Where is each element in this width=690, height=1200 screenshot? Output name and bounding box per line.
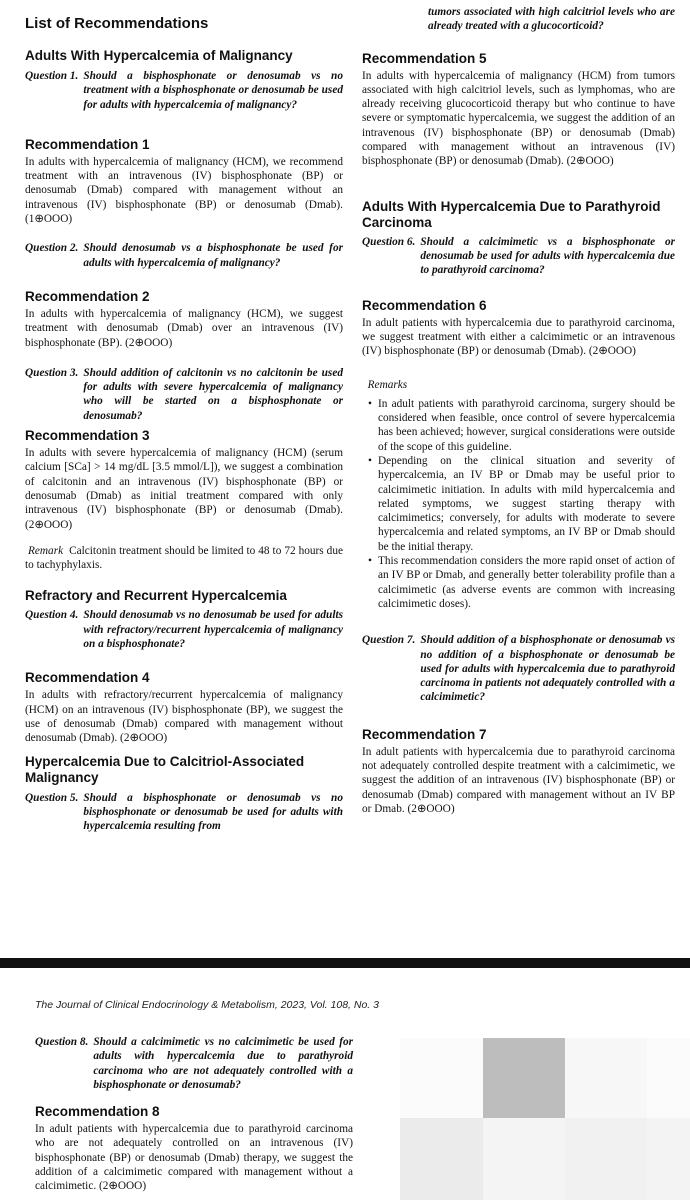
question-label: Question 3.: [25, 366, 79, 379]
question-text: Should addition of a bisphosphonate or denosumab vs no addition of a bisphosphonate or denosumab be used for adults with hypercalcemia due to parathyroid carcinoma in patients not adequately controlled with a calcimimetic?: [420, 634, 675, 704]
remarks-heading: [362, 378, 675, 392]
question-label: Question 8.: [35, 1036, 89, 1048]
remark-text: Depending on the clinical situation and severity of hypercalcemia, an IV BP or Dmab may be useful prior to calcimimetic initiation. In adults with mild hypercalcemia and related symptoms, we suggest starting therapy with calcimimetics; conversely, for adults with moderate to severe hypercalcemia and related symptoms, an IV BP or Dmab should be the initial therapy.: [378, 454, 675, 553]
bullet-icon: •: [368, 555, 372, 568]
question-1: [25, 69, 343, 112]
recommendation-5-text: In adults with hypercalcemia of malignancy (HCM) from tumors associated with high calcitriol levels, such as lymphomas, who are already receiving glucocorticoid therapy but who continue to have severe or symptomatic hypercalcemia, we suggest the addition of an intravenous (IV) bisphosphonate (BP) or denosumab (Dmab) compared with management without an intravenous (IV) bisphosphonate (BP) or denosumab (Dmab). (2⊕OOO): [362, 69, 675, 168]
remark-bullet: [362, 397, 675, 454]
question-4: [25, 608, 343, 651]
recommendation-5-title: Recommendation 5: [362, 50, 487, 66]
remark-text: Calcitonin treatment should be limited to 48 to 72 hours due to tachyphylaxis.: [25, 544, 343, 572]
mosaic-tile: [647, 1038, 690, 1118]
question-8: [35, 1035, 353, 1092]
remark-3: [25, 544, 343, 573]
recommendation-3-text: In adults with severe hypercalcemia of malignancy (HCM) (serum calcium [SCa] > 14 mg/dL [3.5 mmol/L]), we suggest a combination of calcitonin and an intravenous (IV) bisphosphonate (BP) or denosumab (Dmab) as initial treatment compared with only intravenous (IV) bisphosphonate (BP) or denosumab (Dmab). (2⊕OOO): [25, 447, 343, 531]
journal-header: The Journal of Clinical Endocrinology & Metabolism, 2023, Vol. 108, No. 3: [35, 999, 379, 1011]
question-label: Question 5.: [25, 791, 79, 804]
recommendation-7-title: Recommendation 7: [362, 726, 487, 742]
mosaic-tile: [400, 1038, 483, 1118]
remarks-list: [362, 397, 675, 611]
right-column: [362, 0, 675, 816]
section-heading-parathyroid: Adults With Hypercalcemia Due to Parathyroid Carcinoma: [362, 198, 661, 230]
question-text: Should addition of calcitonin vs no calcitonin be used for adults with severe hypercalcemia of malignancy who will be started on a bisphosphonate or denosumab?: [83, 366, 343, 422]
question-3: [25, 366, 343, 423]
mosaic-tile: [400, 1118, 483, 1200]
question-text: Should denosumab vs a bisphosphonate be used for adults with hypercalcemia of malignancy?: [83, 242, 343, 269]
recommendation-1-text: In adults with hypercalcemia of malignancy (HCM), we recommend treatment with an intravenous (IV) bisphosphonate (BP) or denosumab (Dmab) compared with management without an intravenous (IV) bisphosphonate (BP) or denosumab (Dmab). (1⊕OOO): [25, 155, 343, 226]
question-label: Question 2.: [25, 242, 79, 255]
question-text: Should a calcimimetic vs no calcimimetic be used for adults with hypercalcemia due to parathyroid carcinoma who are not adequately controlled with a bisphosphonate or denosumab?: [93, 1036, 353, 1091]
section-heading-refractory: Refractory and Recurrent Hypercalcemia: [25, 588, 287, 604]
question-text: Should denosumab vs no denosumab be used for adults with refractory/recurrent hypercalcemia of malignancy on a bisphosphonate?: [83, 609, 343, 651]
question-label: Question 1.: [25, 70, 79, 82]
bullet-icon: •: [368, 397, 372, 410]
remark-text: This recommendation considers the more rapid onset of action of an IV BP or Dmab, and generally better tolerability profile than a calcimimetic (as adverse events are common with increasing calcimimetic doses).: [378, 555, 675, 610]
recommendation-3-title: Recommendation 3: [25, 428, 150, 444]
recommendation-6-title: Recommendation 6: [362, 297, 487, 313]
recommendation-2-title: Recommendation 2: [25, 288, 150, 304]
question-label: Question 7.: [362, 634, 416, 647]
mosaic-tile: [647, 1118, 690, 1200]
question-7: [362, 633, 675, 704]
recommendation-8-title: Recommendation 8: [35, 1104, 160, 1120]
recommendation-7-text: In adult patients with hypercalcemia due to parathyroid carcinoma not adequately controlled despite treatment with a calcimimetic, we suggest the addition of an intravenous (IV) bisphosphonate (BP) or denosumab (Dmab) compared with management without an IV BP or Dmab. (2⊕OOO): [362, 745, 675, 815]
question-label: Question 4.: [25, 609, 79, 622]
remark-label: Remark: [27, 544, 64, 557]
recommendation-6-text: In adult patients with hypercalcemia due to parathyroid carcinoma, we suggest treatment with either a calcimimetic or an intravenous (IV) bisphosphonate (BP) or denosumab (Dmab). (2⊕OOO): [362, 316, 675, 358]
mosaic-tile: [565, 1038, 647, 1118]
page-divider: [0, 958, 690, 968]
recommendation-8-text: In adult patients with hypercalcemia due to parathyroid carcinoma who are not adequately controlled on an intravenous (IV) bisphosphonate (BP) or denosumab (Dmab) therapy, we suggest the addition of a calcimimetic compared with management without a calcimimetic. (2⊕OOO): [35, 1123, 353, 1193]
remark-text: In adult patients with parathyroid carcinoma, surgery should be considered when feasible, once control of severe hypercalcemia has been achieved; however, surgical considerations were outside of the scope of this guideline.: [378, 397, 675, 453]
next-page-column: [35, 1035, 353, 1194]
page-title: List of Recommendations: [25, 15, 209, 32]
question-5: [25, 791, 343, 834]
next-page: [0, 968, 690, 1200]
remark-bullet: [362, 554, 675, 611]
question-6: [362, 235, 675, 278]
bullet-icon: •: [368, 454, 372, 467]
question-text: Should a calcimimetic vs a bisphosphonate or denosumab be used for adults with hypercalcemia due to parathyroid carcinoma?: [420, 235, 675, 277]
recommendation-1-title: Recommendation 1: [25, 136, 150, 152]
question-text: tumors associated with high calcitriol levels who are already treated with a glucocorticoid?: [428, 6, 675, 33]
recommendation-4-text: In adults with refractory/recurrent hypercalcemia of malignancy (HCM) on an intravenous (IV) bisphosphonate (BP), we suggest the use of denosumab (Dmab) compared with management without denosumab (Dmab). (2⊕OOO): [25, 689, 343, 745]
mosaic-tile: [565, 1118, 647, 1200]
question-5-continued: [362, 5, 675, 34]
question-text: Should a bisphosphonate or denosumab vs no bisphosphonate or denosumab be used for adults with hypercalcemia resulting from: [83, 791, 343, 833]
recommendation-2-text: In adults with hypercalcemia of malignancy (HCM), we suggest treatment with denosumab (Dmab) over an intravenous (IV) bisphosphonate (BP). (2⊕OOO): [25, 307, 343, 349]
pixelated-image-area: [400, 1038, 690, 1200]
remarks-label: Remarks: [367, 379, 408, 392]
section-heading-calcitriol: Hypercalcemia Due to Calcitriol-Associated Malignancy: [25, 753, 305, 785]
left-column: [25, 0, 343, 833]
question-2: [25, 241, 343, 270]
mosaic-tile: [483, 1038, 565, 1118]
question-label: Question 6.: [362, 235, 416, 248]
remark-bullet: [362, 454, 675, 554]
section-heading-malignancy: Adults With Hypercalcemia of Malignancy: [25, 48, 293, 63]
question-text: Should a bisphosphonate or denosumab vs no treatment with a bisphosphonate or denosumab be used for adults with hypercalcemia of malignancy?: [83, 70, 343, 111]
recommendation-4-title: Recommendation 4: [25, 670, 150, 686]
mosaic-tile: [483, 1118, 565, 1200]
